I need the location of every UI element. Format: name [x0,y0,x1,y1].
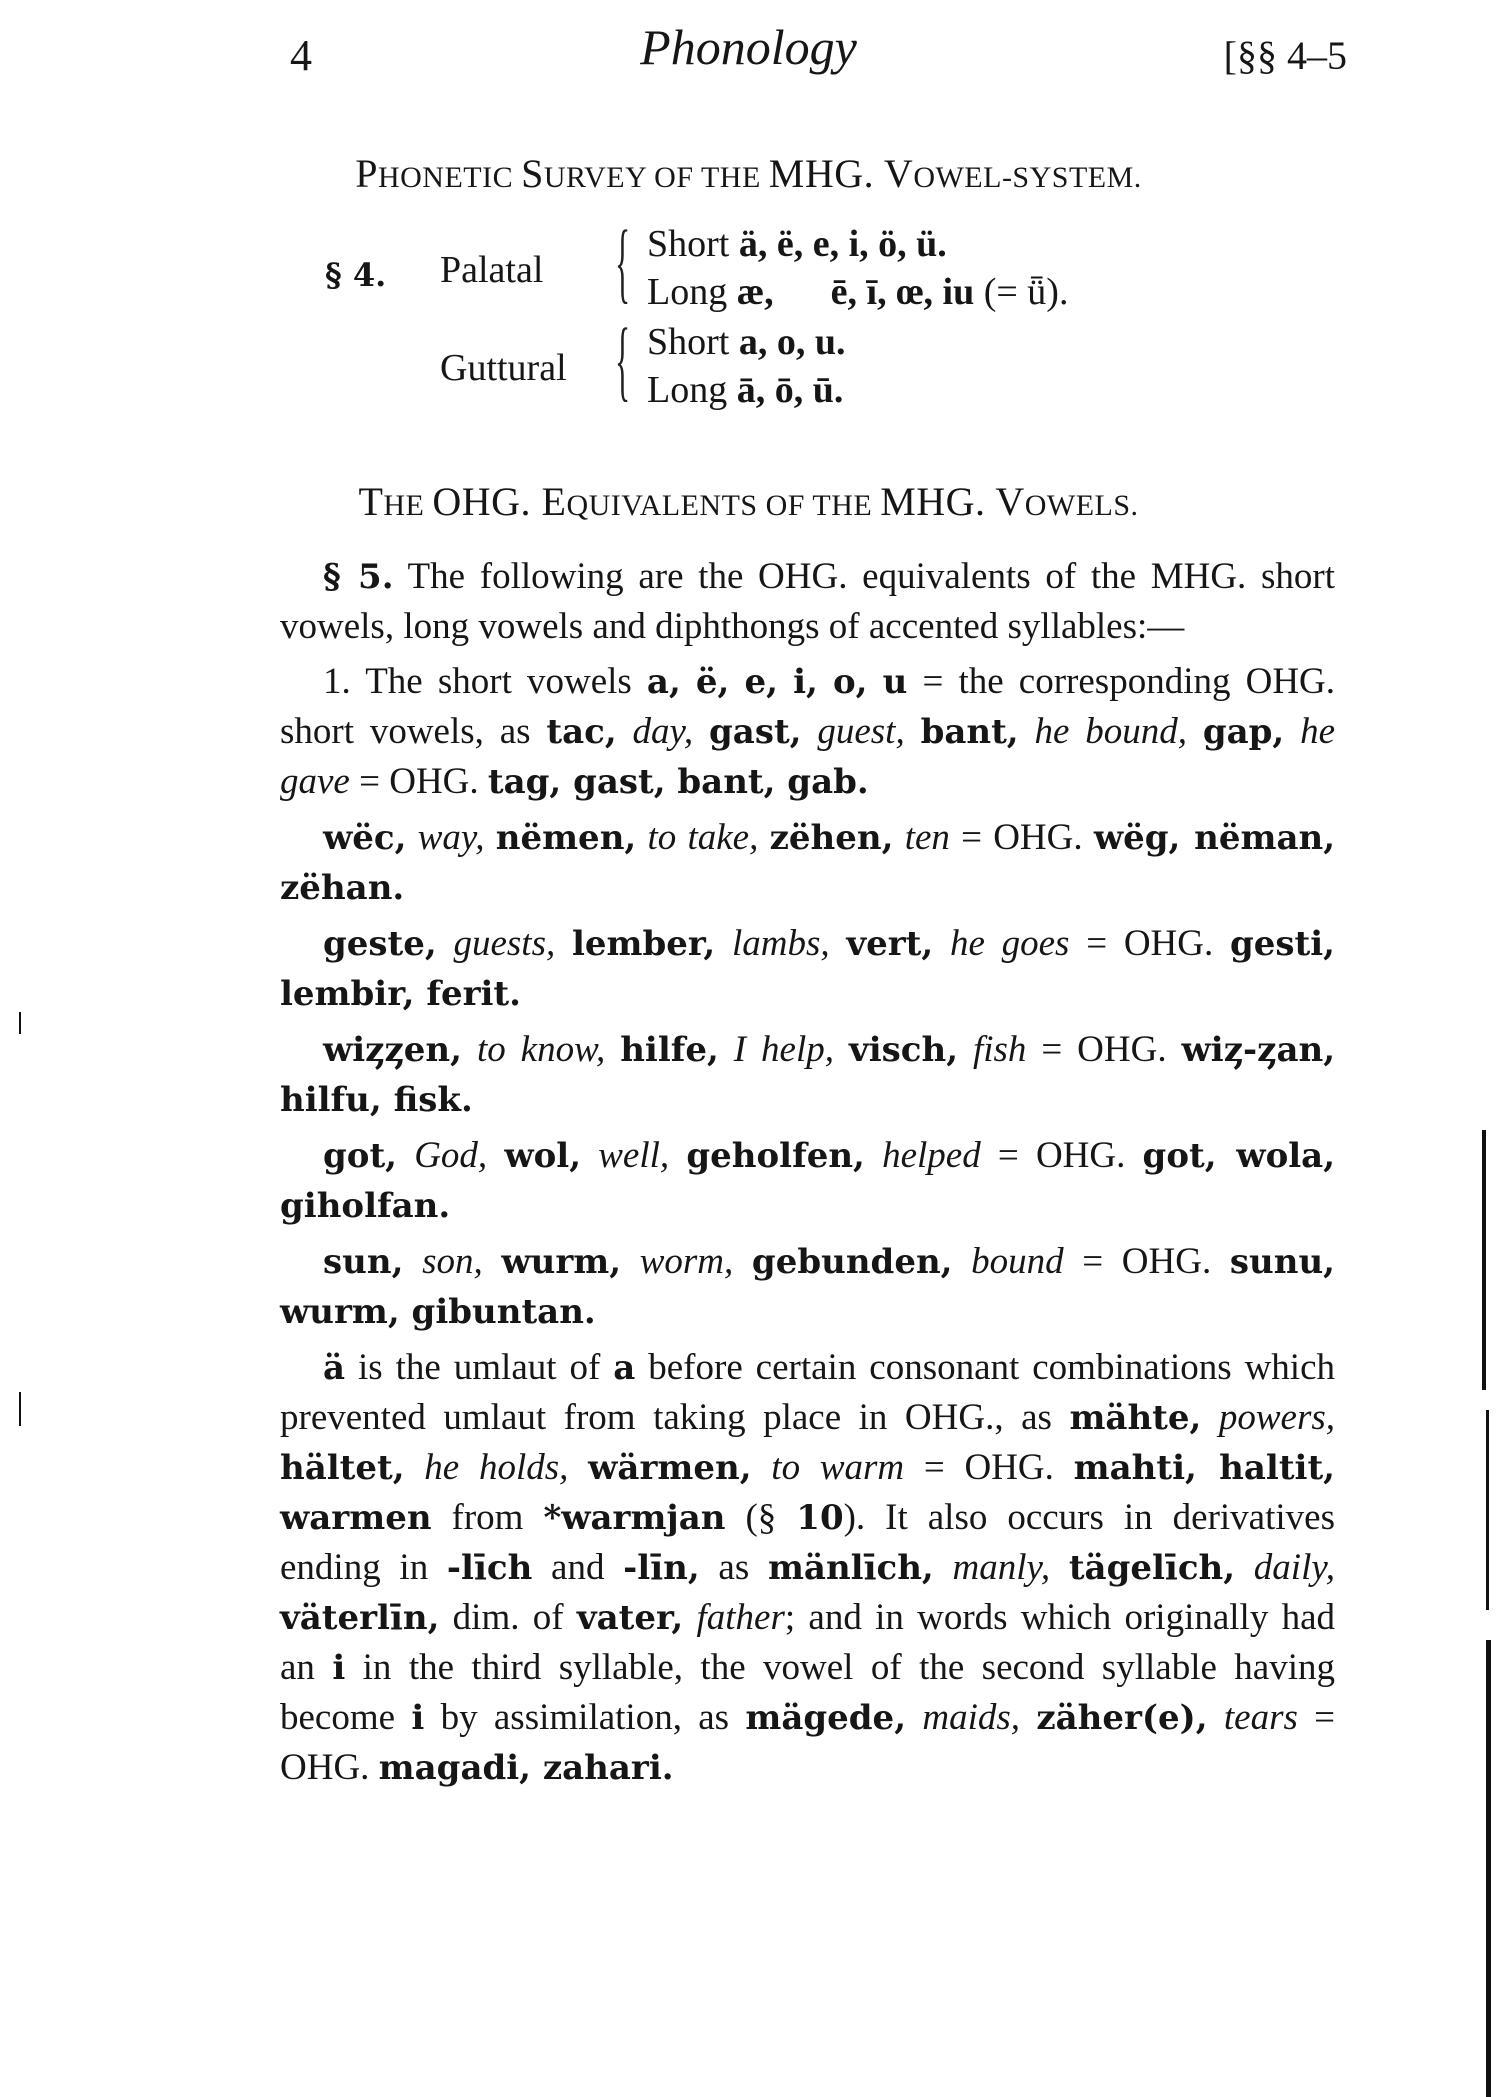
italic-gloss: I help, [733,1029,835,1070]
italic-gloss: son, [422,1241,483,1282]
bold-form: i [332,1648,346,1688]
italic-gloss: he bound, [1034,711,1187,752]
paragraph [280,1343,1335,1793]
bold-form: got, wola, giholfan. [280,1136,1336,1226]
survey-heading-part: MHG. V [768,151,914,196]
bold-form: -līch [446,1548,533,1588]
paragraph [280,1237,1335,1337]
italic-gloss: he goes [949,923,1070,964]
bold-form: e, [744,662,778,702]
equivalents-heading [0,478,1497,525]
paragraph [280,919,1335,1019]
bold-form: hilfe, [620,1030,719,1070]
italic-gloss: he gave [280,711,1336,802]
italic-gloss: well, [598,1135,670,1176]
bold-form: gap, [1202,712,1285,752]
bold-form: wiȥȥen, [323,1030,462,1070]
bold-form: nëmen, [495,818,637,858]
text-run [683,1597,696,1638]
paragraph [280,813,1335,913]
text-run [719,1029,734,1070]
equivalents-heading-part: T [358,479,384,524]
bold-form: lember, [571,924,716,964]
bold-form: magadi, zahari. [378,1748,674,1788]
text-run [715,923,732,964]
text-run [397,1135,414,1176]
running-title: Phonology [640,19,857,75]
bold-form: gebunden, [751,1242,953,1282]
bold-form: wol, [504,1136,582,1176]
bold-form: wiȥ-ȥan, hilfu, fisk. [280,1030,1336,1120]
bold-form: sun, [323,1242,404,1282]
italic-gloss: guest, [817,711,905,752]
italic-gloss: powers, [1218,1397,1336,1438]
text-run [605,1029,620,1070]
text-run [1201,1397,1219,1438]
running-header [0,18,1497,88]
bold-form: ë, [695,662,730,702]
bold-form: i [411,1698,425,1738]
survey-heading-part-small: OWEL-SYSTEM. [913,161,1142,194]
bold-form: gesti, lembir, ferit. [280,924,1335,1014]
section-4-label: § 4. [325,256,387,294]
text-run: dim. of [439,1597,577,1638]
bold-form: ä [323,1348,346,1388]
page-number: 4 [290,31,312,80]
paragraph [280,552,1335,651]
text-run: = OHG. [280,1697,1336,1788]
text-run [834,1029,849,1070]
text-run [933,923,950,964]
survey-heading-part: P [355,151,378,196]
bold-form: mägede, [745,1698,907,1738]
text-run: as [699,1547,768,1588]
text-run: = the corresponding OHG. short vowels, as [280,661,1336,752]
text-run [906,1697,922,1738]
text-run [1284,711,1300,752]
text-run [1235,1547,1254,1588]
italic-gloss: he holds, [424,1447,569,1488]
equivalents-heading-part-small: OWELS. [1024,489,1139,522]
bold-form: u [882,662,908,702]
survey-heading [0,150,1497,197]
italic-gloss: maids, [922,1697,1020,1738]
italic-gloss: to warm [771,1447,905,1488]
bold-form: gast, [709,712,802,752]
text-run: = OHG. [1069,923,1230,964]
text-run: = OHG. [904,1447,1074,1488]
bold-form: -līn, [623,1548,700,1588]
text-run [802,711,818,752]
text-run [581,1135,598,1176]
text-run [934,1547,953,1588]
text-run [487,1135,504,1176]
italic-gloss: way, [417,817,485,858]
text-run [1020,1697,1036,1738]
italic-gloss: to know, [476,1029,606,1070]
equivalents-heading-part-small: QUIVALENTS OF THE [566,489,881,522]
bold-form: wëc, [323,818,407,858]
text-run [758,817,769,858]
italic-gloss: father [696,1597,785,1638]
text-run [1019,711,1035,752]
bold-form: zäher(e), [1036,1698,1208,1738]
bold-form: § 5. [323,557,394,597]
survey-heading-part-small: HONETIC [377,161,522,194]
text-run: = OHG. [1063,1241,1230,1282]
italic-gloss: God, [414,1135,488,1176]
italic-gloss: manly, [952,1547,1051,1588]
bold-form: mänlīch, [767,1548,934,1588]
text-run [868,661,883,702]
text-run: = OHG. [349,761,488,802]
text-run: from [431,1497,544,1538]
text-run [617,711,633,752]
italic-gloss: daily, [1253,1547,1335,1588]
bold-form: geholfen, [686,1136,865,1176]
text-run [1050,1547,1069,1588]
palatal-label: Palatal [440,249,544,291]
equivalents-heading-part: OHG. E [432,479,567,524]
bold-form: mähte, [1069,1398,1202,1438]
italic-gloss: to take, [647,817,759,858]
bold-form: tag, gast, bant, gab. [487,762,869,802]
text-run [403,1241,422,1282]
bold-form: a, [646,662,681,702]
text-run [555,923,572,964]
text-run [681,661,696,702]
text-run: ; and in words which originally had an [280,1597,1335,1688]
bold-form: visch, [848,1030,959,1070]
text-run: 1. The short vowels [323,661,647,702]
bold-form: wärmen, [588,1448,752,1488]
text-run [893,817,904,858]
bold-form: o, [833,662,868,702]
italic-gloss: bound [971,1241,1064,1282]
bold-form: i, [793,662,818,702]
bold-form: vater, [576,1598,684,1638]
text-run [752,1447,772,1488]
italic-gloss: ten [904,817,950,858]
body-text [280,552,1335,1799]
text-run: in the third syllable, the vowel of the second syllable having become [280,1647,1335,1738]
italic-gloss: worm, [639,1241,734,1282]
text-run [405,1447,425,1488]
paragraph [280,1131,1335,1231]
survey-heading-part-small: URVEY OF THE [543,161,769,194]
guttural-short-row: Short a, o, u. [647,321,846,363]
italic-gloss: guests, [453,923,556,964]
text-run [865,1135,882,1176]
text-run [462,1029,477,1070]
text-run [406,817,417,858]
bold-form: *warmjan [543,1498,726,1538]
text-run [669,1135,686,1176]
text-run [636,817,647,858]
text-run [818,661,833,702]
vowel-survey-table [325,213,1225,422]
survey-heading-part: S [521,151,544,196]
italic-gloss: helped [882,1135,981,1176]
equivalents-heading-part: MHG. V [880,479,1025,524]
text-run: before certain consonant combinations which prevented umlaut from taking place in OHG., as [280,1347,1335,1438]
text-run [485,817,496,858]
guttural-label: Guttural [440,347,567,389]
text-run: = OHG. [949,817,1094,858]
text-run [953,1241,972,1282]
bold-form: väterlīn, [280,1598,440,1638]
italic-gloss: fish [972,1029,1027,1070]
palatal-long-row: Long æ, ē, ī, œ, iu (= ǖ). [647,271,1069,313]
text-run: by assimilation, as [424,1697,746,1738]
text-run [905,711,921,752]
text-run [830,923,847,964]
section-reference: [§§ 4–5 [1223,33,1347,78]
text-run [437,923,454,964]
text-run: is the umlaut of [345,1347,614,1388]
italic-gloss: day, [632,711,694,752]
text-run [693,711,709,752]
equivalents-heading-part-small: HE [383,489,433,522]
text-run [958,1029,973,1070]
bold-form: sunu, wurm, gibuntan. [280,1242,1335,1332]
bold-form: geste, [323,924,437,964]
palatal-brace: { [615,213,631,312]
paragraph [280,1025,1335,1125]
text-run: ). It also occurs in derivatives ending in [280,1497,1335,1588]
bold-form: a [613,1348,636,1388]
bold-form: got, [323,1136,397,1176]
bold-form: tägelīch, [1068,1548,1236,1588]
bold-form: wëg, nëman, zëhan. [280,818,1336,908]
text-run: The following are the OHG. equivalents of the MHG. short vowels, long vowels and diphthongs of accented syllables:— [280,556,1335,647]
text-run [1187,711,1203,752]
bold-form: wurm, [501,1242,622,1282]
text-run [483,1241,502,1282]
text-run [621,1241,640,1282]
bold-form: vert, [846,924,934,964]
text-run [568,1447,588,1488]
text-run [1208,1697,1224,1738]
palatal-short-row: Short ä, ë, e, i, ö, ü. [647,223,947,265]
bold-form: 10 [796,1498,844,1538]
bold-form: mahti, haltit, warmen [280,1448,1336,1538]
text-run [778,661,793,702]
text-run: and [532,1547,624,1588]
italic-gloss: tears [1223,1697,1298,1738]
guttural-brace: { [615,311,631,410]
bold-form: hältet, [280,1448,405,1488]
text-run [733,1241,752,1282]
text-run: = OHG. [980,1135,1143,1176]
bold-form: zëhen, [769,818,894,858]
guttural-long-row: Long ā, ō, ū. [647,369,844,411]
paragraph [280,657,1335,807]
bold-form: bant, [920,712,1019,752]
bold-form: tac, [546,712,617,752]
italic-gloss: lambs, [731,923,830,964]
text-run [729,661,744,702]
text-run: = OHG. [1026,1029,1182,1070]
text-run: (§ [725,1497,797,1538]
